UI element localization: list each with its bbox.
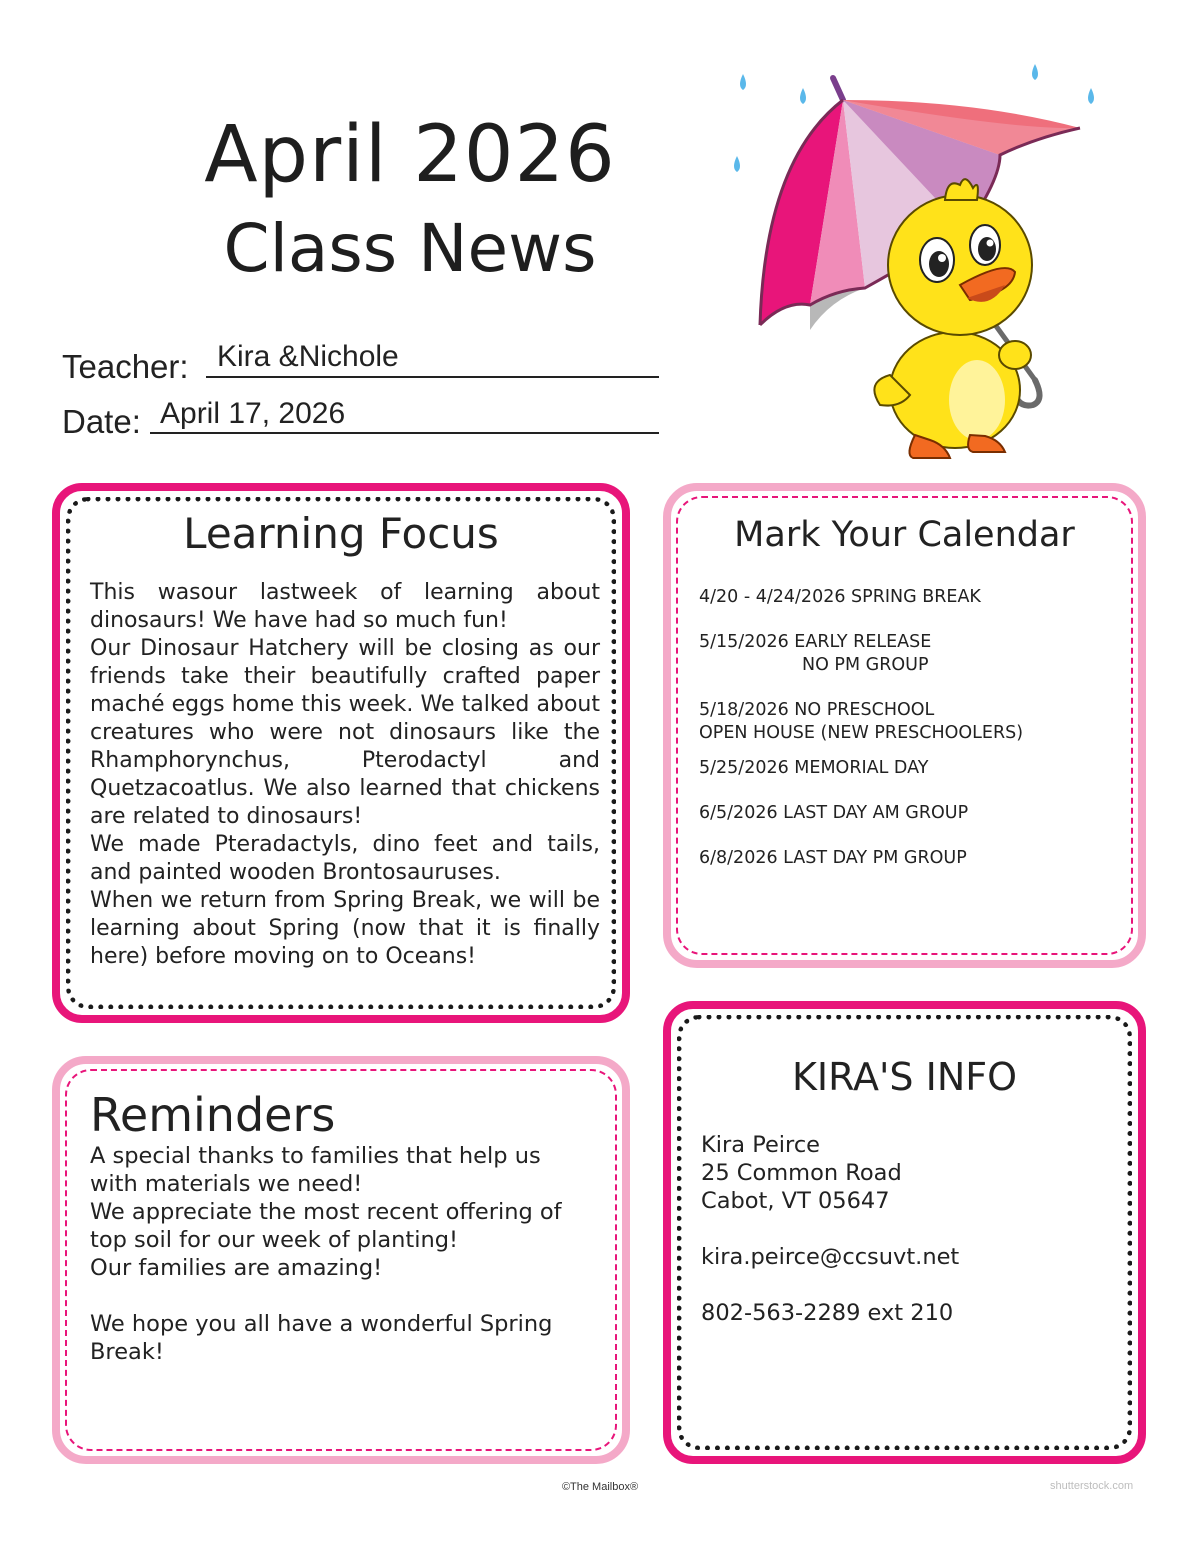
info-city: Cabot, VT 05647: [701, 1188, 890, 1214]
calendar-item-text: 5/15/2026 EARLY RELEASE: [699, 632, 932, 652]
calendar-item: [699, 757, 1118, 780]
learning-focus-heading: Learning Focus: [183, 509, 499, 558]
reminders-paragraph: We hope you all have a wonderful Spring Break!: [90, 1311, 553, 1365]
teacher-value: Kira &Nichole: [217, 340, 399, 373]
calendar-item-subtext: NO PM GROUP: [802, 655, 929, 675]
calendar-list: [699, 586, 1118, 892]
newsletter-title: Class News: [223, 210, 597, 287]
copyright-notice: ©The Mailbox®: [561, 1481, 639, 1493]
calendar-item-subtext: OPEN HOUSE (NEW PRESCHOOLERS): [699, 723, 1024, 743]
watermark: shutterstock.com: [1050, 1480, 1134, 1492]
teacher-label: Teacher:: [62, 348, 189, 385]
info-name: Kira Peirce: [701, 1132, 821, 1158]
info-phone: 802-563-2289 ext 210: [701, 1300, 954, 1326]
teacher-underline: [206, 376, 659, 378]
calendar-item-text: 6/5/2026 LAST DAY AM GROUP: [699, 803, 969, 823]
learning-focus-paragraph: Our Dinosaur Hatchery will be closing as our friends take their beautifully crafted paper maché eggs home this week. We talked about creatures who were not dinosaurs like the Rhamphorynchus, Pterodactyl and Quetzacoatlus. We also learned that chickens are related to dinosaurs!: [90, 636, 600, 829]
date-label: Date:: [62, 403, 141, 440]
learning-focus-paragraph: This wasour lastweek of learning about dinosaurs! We have had so much fun!: [90, 580, 600, 633]
date-underline: [150, 432, 659, 434]
learning-focus-paragraph: We made Pteradactyls, dino feet and tails, and painted wooden Brontosauruses.: [90, 832, 600, 885]
info-heading: KIRA'S INFO: [791, 1055, 1018, 1099]
calendar-item: [699, 847, 1118, 870]
reminders-paragraph: We appreciate the most recent offering of top soil for our week of planting!: [90, 1199, 562, 1253]
calendar-item-text: 5/25/2026 MEMORIAL DAY: [699, 758, 929, 778]
calendar-item: [699, 802, 1118, 825]
calendar-heading: Mark Your Calendar: [734, 515, 1075, 555]
reminders-box: [52, 1056, 630, 1464]
info-email[interactable]: kira.peirce@ccsuvt.net: [701, 1244, 960, 1270]
learning-focus-paragraph: When we return from Spring Break, we will be learning about Spring (now that it is finally here) before moving on to Oceans!: [90, 888, 600, 969]
calendar-item-text: 4/20 - 4/24/2026 SPRING BREAK: [699, 587, 981, 607]
calendar-item: [699, 586, 1118, 609]
reminders-text: [90, 1142, 592, 1366]
calendar-box: [663, 483, 1146, 968]
learning-focus-box: [52, 483, 630, 1023]
date-value: April 17, 2026: [160, 397, 346, 430]
newsletter-title-month: April 2026: [204, 110, 616, 200]
reminders-paragraph: A special thanks to families that help us with materials we need!: [90, 1143, 541, 1197]
info-text: [701, 1131, 1118, 1327]
calendar-item-text: 6/8/2026 LAST DAY PM GROUP: [699, 848, 967, 868]
calendar-item: [699, 631, 1118, 677]
calendar-item-text: 5/18/2026 NO PRESCHOOL: [699, 700, 935, 720]
duckling-with-umbrella-icon: [715, 60, 1115, 470]
reminders-paragraph: Our families are amazing!: [90, 1255, 383, 1281]
learning-focus-text: [90, 579, 600, 971]
calendar-item: [699, 699, 1118, 745]
info-street: 25 Common Road: [701, 1160, 902, 1186]
reminders-heading: Reminders: [90, 1088, 336, 1142]
info-box: [663, 1001, 1146, 1464]
